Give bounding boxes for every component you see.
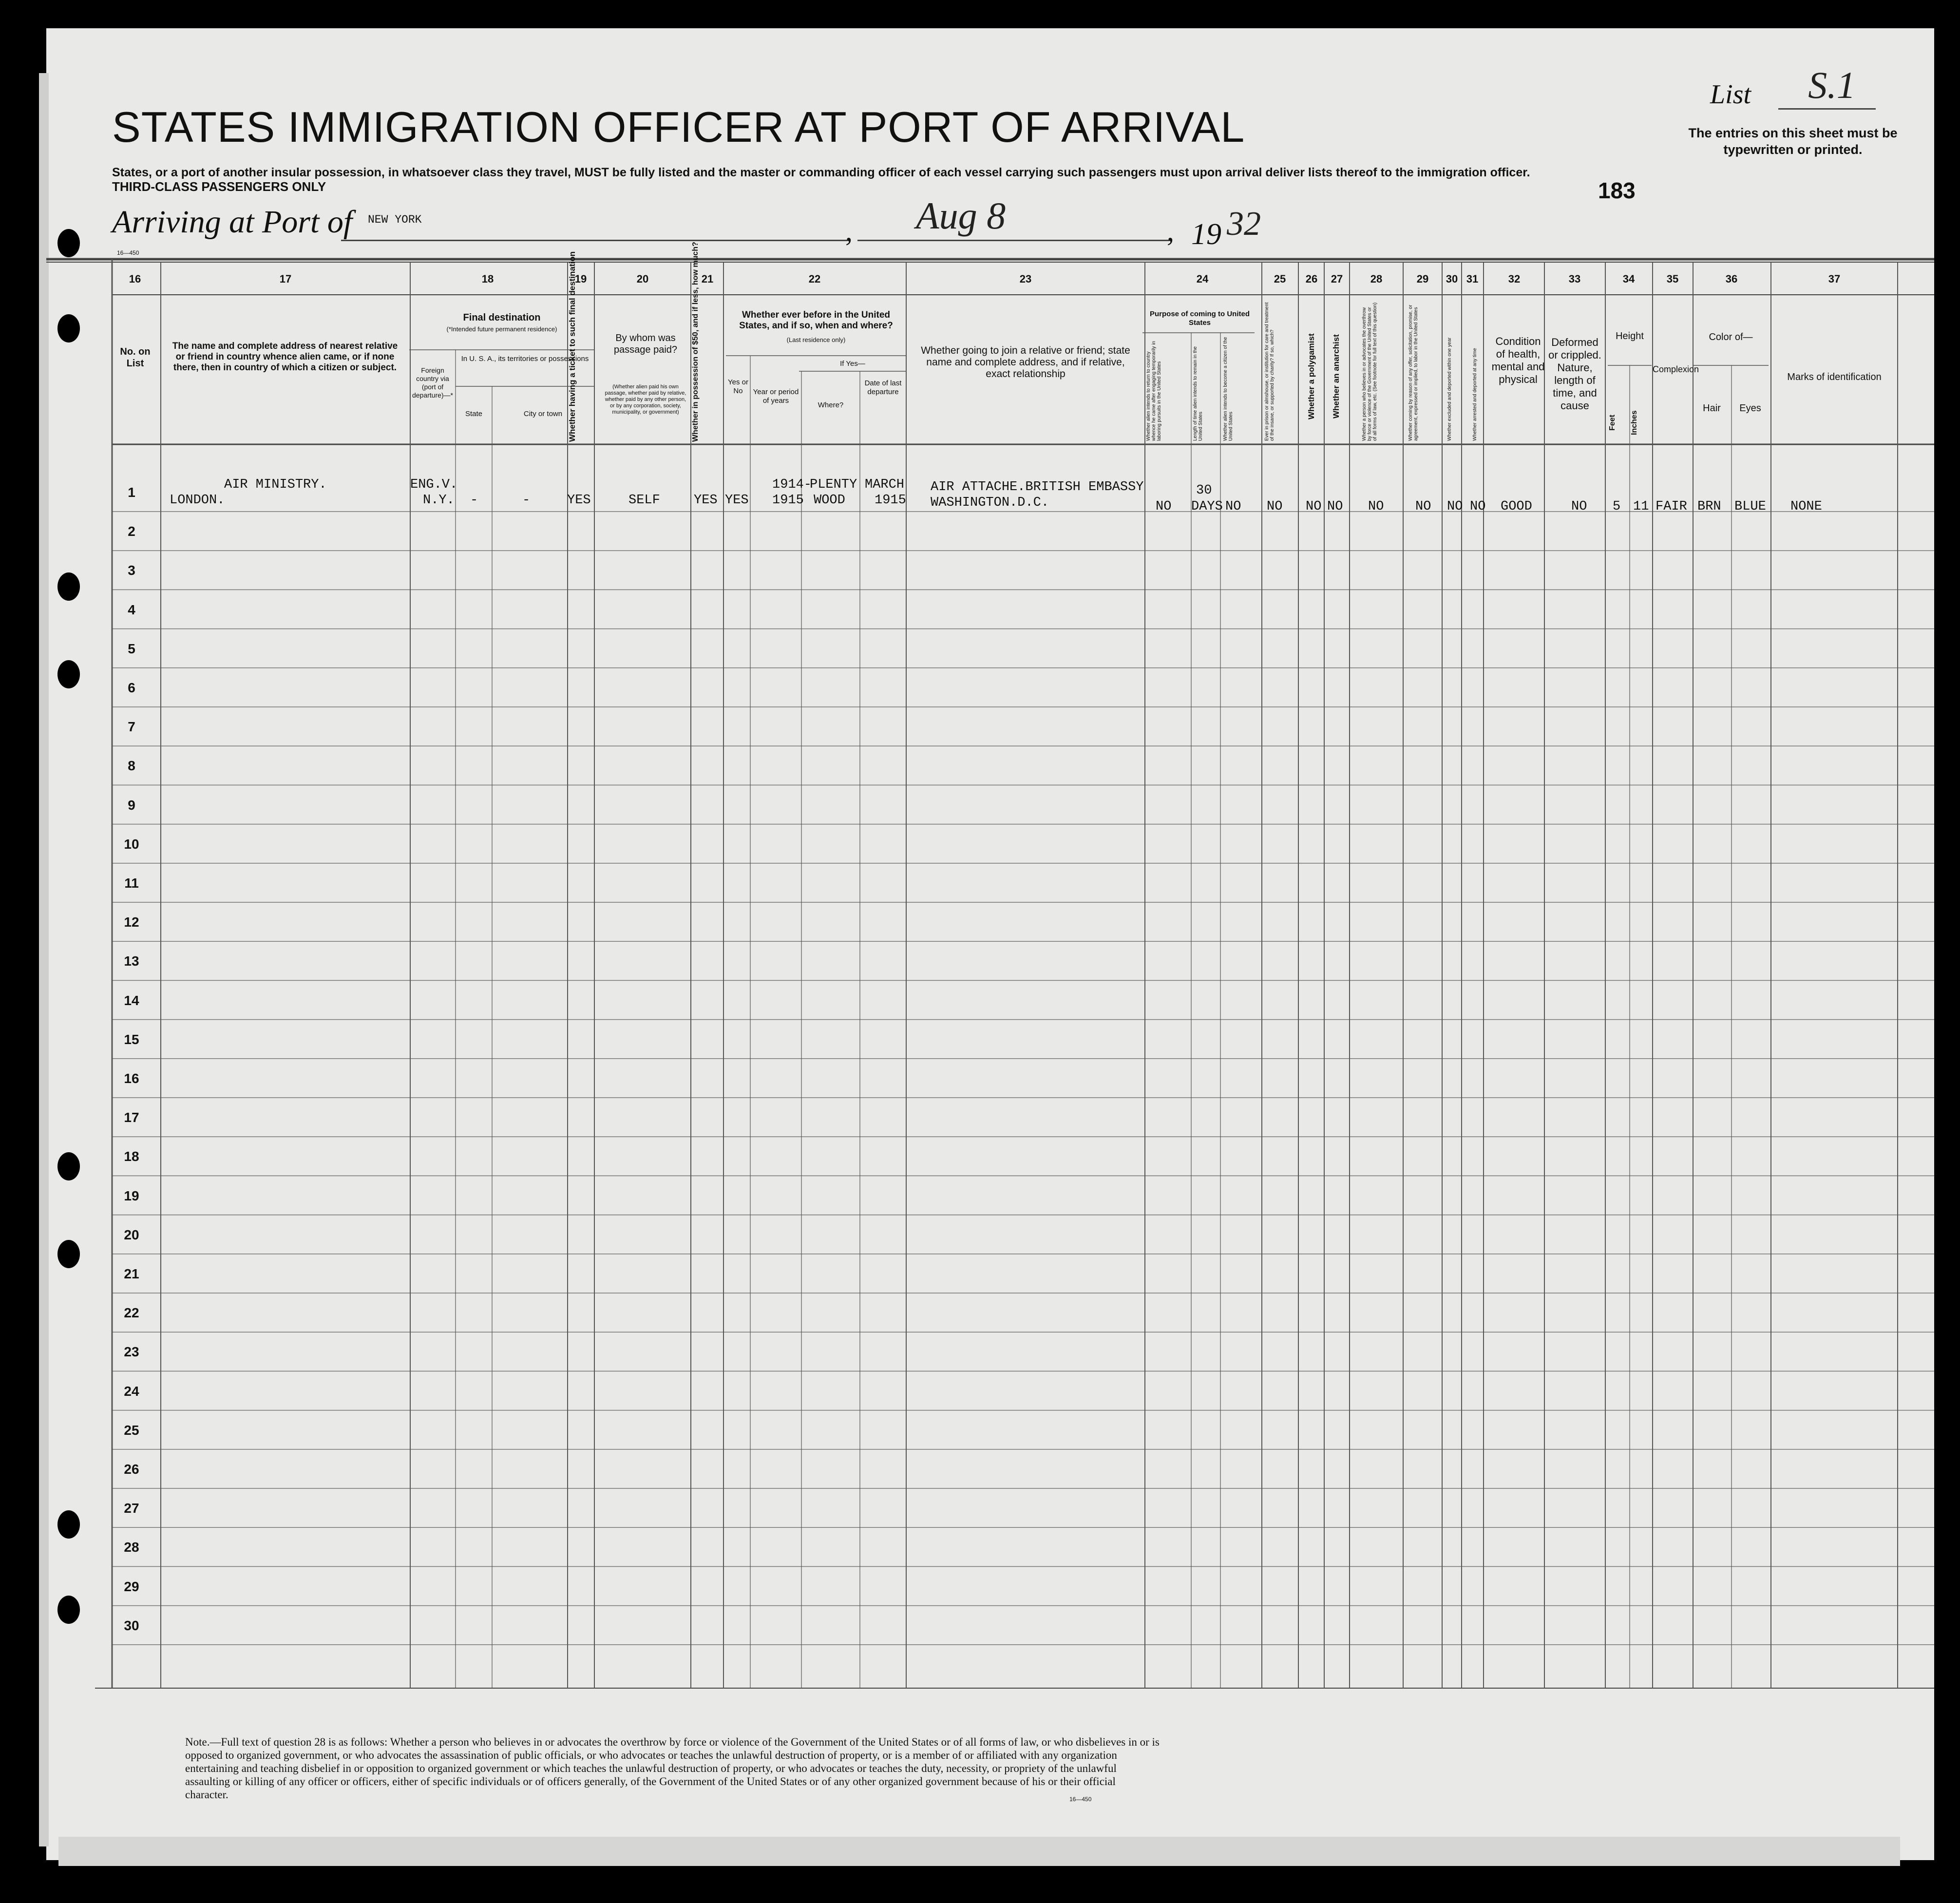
- row-number: 5: [128, 641, 135, 656]
- dest-state: -: [470, 493, 478, 508]
- column-number: 33: [1568, 273, 1581, 285]
- column-number: 25: [1274, 273, 1286, 285]
- col24-return: Whether alien intends to return to country whence he came after engaging temporarily in laboring pursuits in the United States: [1146, 341, 1162, 441]
- complexion: FAIR: [1656, 499, 1687, 514]
- foreign-country-line1: ENG.V.: [410, 477, 458, 492]
- col36-hair: Hair: [1703, 403, 1721, 414]
- row-number: 26: [124, 1462, 139, 1477]
- class-line: THIRD-CLASS PASSENGERS ONLY: [112, 179, 326, 194]
- before-where-line2: WOOD: [814, 493, 845, 508]
- footnote: Note.—Full text of question 28 is as follows: Whether a person who believes in or advocates the overthrow by force or violence of the Government of the United States or of all forms of law, or who disbelieves in or is opposed to organized government, or who advocates the assassination of public officials, or who advocates or teaches the unlawful destruction of property, or is a member of or affiliated with any organization entertaining and teaching disbelief in or opposition to organized government or which teaches the unlawful destruction of property, or who advocates or teaches the duty, necessity, or propriety of the unlawful assaulting or killing of any officer or officers, either of specific individuals or of officers generally, of the Government of the United States or of any other organized government because of his or their official character.: [185, 1736, 1160, 1801]
- col22-title: Whether ever before in the United States, and if so, when and where?: [739, 310, 893, 331]
- row-number: 18: [124, 1149, 139, 1164]
- col36-title: Color of—: [1709, 332, 1753, 343]
- col22-yesno: Yes or No: [728, 378, 748, 395]
- col34-title: Height: [1616, 331, 1644, 342]
- excluded: NO: [1447, 499, 1463, 514]
- ticket: YES: [567, 493, 591, 508]
- prison: NO: [1267, 499, 1283, 514]
- col32-header: Condition of health, mental and physical: [1491, 335, 1545, 385]
- has-50-dollars: YES: [694, 493, 718, 508]
- arriving-label: Arriving at Port of: [112, 204, 353, 240]
- row-number: 29: [124, 1579, 139, 1594]
- row-number: 17: [124, 1110, 139, 1125]
- row-number: 19: [124, 1188, 139, 1203]
- col24-citizen: Whether alien intends to become a citizen of the United States: [1223, 337, 1234, 441]
- dest-city: -: [522, 493, 531, 508]
- column-number: 26: [1305, 273, 1318, 285]
- header-subtitle: States, or a port of another insular possession, in whatsoever class they travel, MUST be fully listed and the master or commanding officer of each vessel carrying such passengers must upon arrival deliver lists thereof to the immigration officer.: [112, 166, 1530, 179]
- column-number: 35: [1666, 273, 1679, 285]
- row-number: 14: [124, 992, 139, 1008]
- col18-note: (*Intended future permanent residence): [446, 325, 557, 333]
- column-number: 17: [279, 273, 292, 285]
- before-date-line2: 1915: [875, 493, 906, 508]
- relative-line2: LONDON.: [170, 493, 225, 508]
- column-number: 37: [1828, 273, 1841, 285]
- col21-header: Whether in possession of $50, and if less, how much?: [691, 242, 700, 442]
- col18-foreign: Foreign country via (port of departure)—*: [412, 366, 454, 399]
- list-value: S.1: [1808, 64, 1856, 106]
- joining-line1: AIR ATTACHE.BRITISH EMBASSY: [931, 480, 1144, 495]
- row-number: 6: [128, 680, 135, 695]
- year-printed: 19: [1191, 218, 1221, 251]
- row-number: 27: [124, 1501, 139, 1516]
- hair-color: BRN: [1697, 499, 1721, 514]
- height-inches: 11: [1633, 499, 1649, 514]
- row-number: 8: [128, 758, 135, 774]
- deformed: NO: [1571, 499, 1587, 514]
- purpose-citizen: NO: [1225, 499, 1241, 514]
- page-title: STATES IMMIGRATION OFFICER AT PORT OF ARRIVAL: [112, 103, 1245, 151]
- col18-usa: In U. S. A., its territories or possessions: [461, 355, 589, 363]
- column-number: 29: [1416, 273, 1429, 285]
- col24-title: Purpose of coming to United States: [1150, 310, 1250, 327]
- foreign-country-line2: N.Y.: [423, 493, 455, 508]
- purpose-length-line1: 30: [1196, 483, 1212, 498]
- col28-header: Whether a person who believes in or advocates the overthrow by force or violence of the Government of the United States or of all forms of law, etc. (See footnote for full text of this question): [1362, 302, 1378, 441]
- row-number: 20: [124, 1227, 139, 1242]
- column-number: 16: [129, 273, 141, 285]
- port-name: NEW YORK: [368, 213, 422, 226]
- col24-length: Length of time alien intends to remain in the United States: [1193, 346, 1203, 441]
- row-number: 21: [124, 1266, 139, 1281]
- joining-line2: WASHINGTON.D.C.: [931, 495, 1049, 510]
- purpose-length-line2: DAYS: [1191, 499, 1223, 514]
- column-number: 28: [1370, 273, 1383, 285]
- col22-where: Where?: [818, 401, 844, 409]
- height-feet: 5: [1613, 499, 1621, 514]
- labor-offer: NO: [1415, 499, 1431, 514]
- row-number: 28: [124, 1540, 139, 1555]
- before-where-line1: PLENTY: [810, 477, 857, 492]
- row-number: 16: [124, 1071, 139, 1086]
- col22-note: (Last residence only): [786, 336, 846, 343]
- row-number: 13: [124, 953, 139, 969]
- deported: NO: [1470, 499, 1486, 514]
- col20-header: By whom was passage paid?: [613, 333, 678, 355]
- overthrow: NO: [1368, 499, 1384, 514]
- col33-header: Deformed or crippled. Nature, length of time, and cause: [1548, 336, 1601, 412]
- column-number: 21: [701, 273, 714, 285]
- row-number: 7: [128, 719, 135, 735]
- col22-ifyes: If Yes—: [840, 360, 865, 368]
- row-number: 23: [124, 1344, 139, 1360]
- footer-form-number: 16—450: [1069, 1796, 1092, 1803]
- eye-color: BLUE: [1734, 499, 1766, 514]
- passage-paid-by: SELF: [628, 493, 660, 508]
- col17-header: The name and complete address of nearest relative or friend in country whence alien came, or if none there, then in country of which a citizen or subject.: [172, 341, 398, 373]
- column-number: 19: [574, 273, 587, 285]
- row-number: 11: [124, 875, 139, 891]
- row-number: 24: [124, 1383, 139, 1399]
- column-number: 30: [1446, 273, 1458, 285]
- typewritten-instruction: The entries on this sheet must be typewritten or printed.: [1688, 126, 1898, 157]
- column-number: 34: [1622, 273, 1635, 285]
- column-number: 23: [1019, 273, 1032, 285]
- column-number: 18: [481, 273, 494, 285]
- row-number: 9: [128, 797, 135, 813]
- purpose-return: NO: [1156, 499, 1172, 514]
- col34-inches: Inches: [1630, 410, 1638, 435]
- identification-marks: NONE: [1790, 499, 1822, 514]
- relative-line1: AIR MINISTRY.: [224, 477, 327, 492]
- col22-year: Year or period of years: [753, 388, 799, 405]
- col35-header: Complexion: [1653, 364, 1699, 374]
- row-number: 25: [124, 1422, 139, 1438]
- col23-header: Whether going to join a relative or friend; state name and complete address, and if relative, exact relationship: [921, 345, 1130, 380]
- column-number: 27: [1331, 273, 1343, 285]
- anarchist: NO: [1327, 499, 1343, 514]
- before-years-line2: 1915: [772, 493, 804, 508]
- column-number: 31: [1466, 273, 1479, 285]
- col37-header: Marks of identification: [1787, 372, 1882, 382]
- list-label: List: [1710, 79, 1751, 110]
- before-yes-no: YES: [725, 493, 749, 508]
- before-years-line1: 1914-: [772, 477, 812, 492]
- col30-header: Whether excluded and deported within one year: [1447, 337, 1452, 441]
- col18-title: Final destination: [463, 312, 541, 323]
- health: GOOD: [1501, 499, 1532, 514]
- row-number: 10: [124, 836, 139, 852]
- column-number: 22: [808, 273, 821, 285]
- col19-header: Whether having a ticket to such final destination: [568, 251, 577, 442]
- page-number: 183: [1598, 178, 1636, 203]
- col20-note: (Whether alien paid his own passage, whether paid by relative, whether paid by any other person, or by any corporation, society, municipality, or government): [605, 384, 686, 415]
- col34-feet: Feet: [1608, 415, 1617, 431]
- column-number: 32: [1508, 273, 1521, 285]
- column-number: 36: [1725, 273, 1738, 285]
- row-number: 22: [124, 1305, 139, 1321]
- col18-state: State: [465, 410, 483, 418]
- arrival-date: Aug 8: [916, 194, 1006, 237]
- col22-date: Date of last departure: [864, 379, 902, 396]
- row-number: 1: [128, 485, 135, 500]
- col18-city: City or town: [523, 410, 563, 418]
- year-handwritten: 32: [1227, 205, 1261, 243]
- col25-header: Ever in prison or almshouse, or institution for care and treatment of the insane, or supported by charity? If so, which?: [1264, 302, 1275, 441]
- row-number: 12: [124, 914, 139, 930]
- col36-eyes: Eyes: [1739, 403, 1761, 414]
- form-number: 16—450: [117, 249, 139, 256]
- before-date-line1: MARCH: [865, 477, 905, 492]
- col16-header: No. on List: [120, 346, 151, 369]
- column-number: 24: [1196, 273, 1209, 285]
- row-number: 4: [128, 602, 135, 617]
- col31-header: Whether arrested and deported at any time: [1472, 348, 1478, 441]
- column-number: 20: [636, 273, 649, 285]
- col29-header: Whether coming by reason of any offer, solicitation, promise, or agreement, expressed or implied, to labor in the United States: [1408, 304, 1419, 441]
- col27-header: Whether an anarchist: [1332, 334, 1341, 419]
- row-number: 30: [124, 1618, 139, 1633]
- row-number: 2: [128, 524, 135, 539]
- row-number: 3: [128, 563, 135, 578]
- row-number: 15: [124, 1031, 139, 1047]
- polygamist: NO: [1306, 499, 1322, 514]
- col26-header: Whether a polygamist: [1307, 333, 1316, 419]
